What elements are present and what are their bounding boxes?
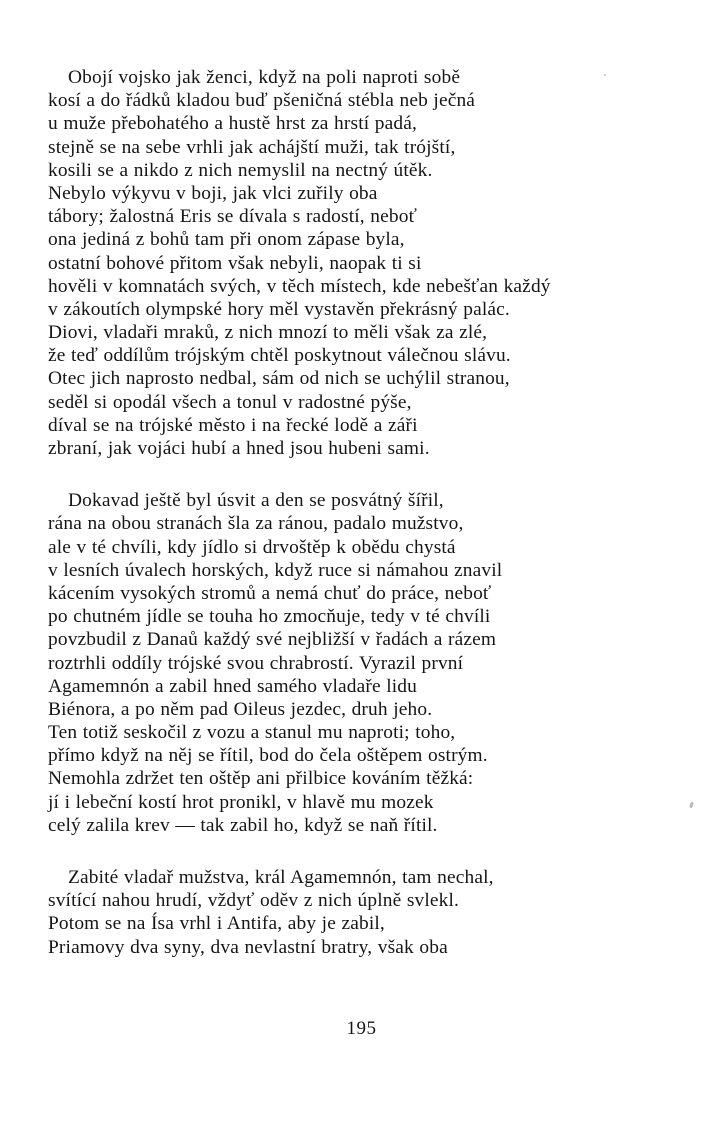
stanza-2 <box>48 489 688 837</box>
verse-line: Nemohla zdržet ten oštěp ani přilbice kováním těžká: <box>48 768 474 790</box>
verse-line: v zákoutích olympské hory měl vystavěn překrásný palác. <box>48 298 510 320</box>
verse-line: tábory; žalostná Eris se dívala s radostí, neboť <box>48 206 418 228</box>
verse-line: roztrhli oddíly trójské svou chrabrostí. Vyrazil první <box>48 652 464 674</box>
stanza-1 <box>48 66 688 460</box>
verse-line: kosí a do řádků kladou buď pšeničná stébla neb ječná <box>48 90 476 112</box>
verse-line: Zabité vladař mužstva, král Agamemnón, tam nechal, <box>68 867 494 888</box>
verse-line: ona jediná z bohů tam při onom zápase byla, <box>48 229 405 251</box>
verse-line: ale v té chvíli, kdy jídlo si drvoštěp k obědu chystá <box>48 536 456 558</box>
verse-line: Biénora, a po něm pad Oileus jezdec, druh jeho. <box>48 698 433 720</box>
verse-line: kosili se a nikdo z nich nemyslil na nectný útěk. <box>48 159 433 181</box>
verse-line: Otec jich naprosto nedbal, sám od nich se uchýlil stranou, <box>48 368 510 390</box>
page-number: 195 <box>346 1018 377 1039</box>
verse-line: kácením vysokých stromů a nemá chuť do práce, neboť <box>48 582 492 604</box>
verse-line: hověli v komnatách svých, v těch místech, kde nebešťan každý <box>48 275 551 297</box>
verse-line: Nebylo výkyvu v boji, jak vlci zuřily oba <box>48 182 378 204</box>
verse-line: zbraní, jak vojáci hubí a hned jsou hubeni sami. <box>48 438 430 459</box>
verse-line: Agamemnón a zabil hned samého vladaře lidu <box>48 675 417 697</box>
verse-line: povzbudil z Danaů každý své nejbližší v řadách a rázem <box>48 629 497 651</box>
verse-line: jí i lebeční kostí hrot pronikl, v hlavě mu mozek <box>48 791 434 813</box>
stanza-3 <box>48 866 688 959</box>
verse-line: stejně se na sebe vrhli jak achájští muži, tak trójští, <box>48 136 456 158</box>
verse-line: Dokavad ještě byl úsvit a den se posvátný šířil, <box>68 490 444 512</box>
verse-line: celý zalila krev — tak zabil ho, když se naň řítil. <box>48 814 438 836</box>
verse-line: ostatní bohové přitom však nebyli, naopak ti si <box>48 252 422 274</box>
verse-line: u muže přebohatého a hustě hrst za hrstí padá, <box>48 113 417 135</box>
verse-line: rána na obou stranách šla za ránou, padalo mužstvo, <box>48 513 464 535</box>
verse-line: v lesních úvalech horských, když ruce si námahou znavil <box>48 559 503 581</box>
verse-line: přímo když na něj se řítil, bod do čela oštěpem ostrým. <box>48 745 488 767</box>
verse-line: svítící nahou hrudí, vždyť oděv z nich úplně svlekl. <box>48 890 460 912</box>
verse-line: díval se na trójské město i na řecké lodě a záři <box>48 414 418 436</box>
verse-line: Potom se na Ísa vrhl i Antifa, aby je zabil, <box>48 913 385 935</box>
verse-line: Ten totiž seskočil z vozu a stanul mu naproti; toho, <box>48 722 456 744</box>
verse-line: Obojí vojsko jak ženci, když na poli naproti sobě <box>68 67 461 88</box>
verse-line: seděl si opodál všech a tonul v radostné pýše, <box>48 391 412 413</box>
scan-artifact-dot <box>604 74 606 76</box>
verse-line: po chutném jídle se touha ho zmocňuje, tedy v té chvíli <box>48 606 491 628</box>
scan-artifact-mark <box>689 802 694 809</box>
document-page <box>48 66 688 959</box>
verse-line: že teď oddílům trójským chtěl poskytnout válečnou slávu. <box>48 345 511 367</box>
verse-line: Priamovy dva syny, dva nevlastní bratry, však oba <box>48 936 448 958</box>
verse-line: Diovi, vladaři mraků, z nich mnozí to měli však za zlé, <box>48 322 488 344</box>
